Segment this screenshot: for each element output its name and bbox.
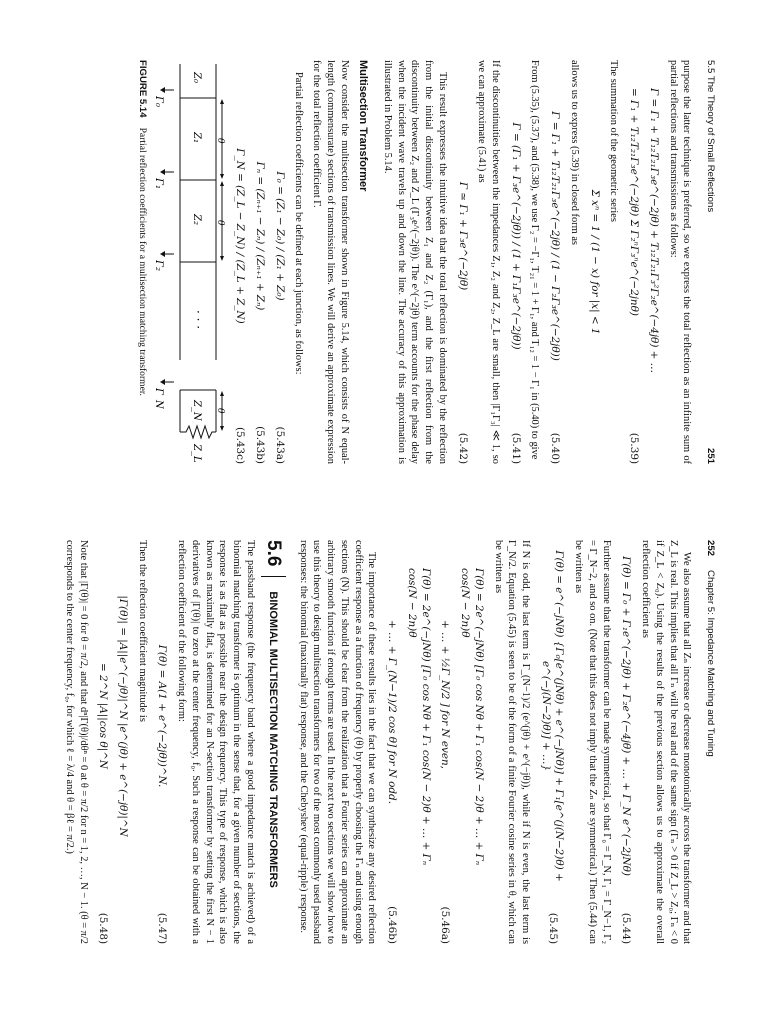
label-z0: Z₀ bbox=[191, 72, 203, 83]
caption-text: Partial reflection coefficients for a multisection matching transformer. bbox=[136, 127, 148, 396]
equation-number: (5.42) bbox=[456, 432, 469, 464]
right-page-number: 252 bbox=[705, 540, 716, 557]
equation-5-42: Γ ≃ Γ₁ + Γ₃e^(−2jθ) (5.42) bbox=[456, 181, 469, 464]
equation-5-46a-line2: + … + ½Γ_N/2 ] for N even, (5.46a) bbox=[439, 620, 452, 944]
multisection-transformer-diagram bbox=[154, 60, 226, 464]
right-page bbox=[58, 540, 716, 944]
equation-number: (5.39) bbox=[628, 432, 641, 464]
equation-5-40: Γ = Γ₁ + T₁₂T₂₁Γ₃e^(−2jθ) / (1 − Γ₂Γ₃e^(−2jθ)) (5.40) bbox=[549, 111, 562, 464]
equation-5-48-line1: |Γ(θ)| = |A||e^(−jθ)|^N |e^(jθ) + e^(−jθ)|^N bbox=[117, 595, 130, 837]
theta-label: θ bbox=[215, 220, 226, 226]
equation-number: (5.43a) bbox=[273, 426, 286, 464]
equation-5-41: Γ = (Γ₁ + Γ₃e^(−2jθ)) / (1 + Γ₁Γ₃e^(−2jθ)) (5.41) bbox=[509, 122, 522, 464]
paragraph: The passband response (the frequency band where a good impedance match is achieved) of a binomial matching transformer is optimum in the sense that, for a given number of sections, the response is as flat as possible near the design frequency. This type of response, which is also known as maximally flat, is determined for an N-section transformer by setting the first N − 1 derivatives of |Γ(θ)| to zero at the center frequency, f₀. Such a response can be obtained with a reflection coefficient of the following form: bbox=[176, 540, 256, 944]
equation-number: (5.43b) bbox=[253, 426, 266, 464]
paragraph: We also assume that all Zₙ increase or decrease monotonically across the transformer and that Z_L is real. This implies that all Γₙ will be real and of the same sign (Γₙ > 0 if Z_L > Z₀; Γₙ < 0 if Z_L < Z₀). Using the results of the previous section allows us to approximate the overall reflection coefficient as bbox=[640, 540, 693, 944]
paragraph: The importance of these results lies in the fact that we can synthesize any desired reflection coefficient response as a function of frequency (θ) by properly choosing the Γₙ and using enough sections (N). This should be clear from the realization that a Fourier series can approximate an arbitrary smooth function if enough terms are used. In the next two sections we will show how to use this theory to design multisection transformers for two of the most commonly used passband responses: the binomial (maximally flat) response, and the Chebyshev (equal-ripple) response. bbox=[297, 540, 378, 944]
left-page-number: 251 bbox=[705, 447, 716, 464]
equation-5-48-line2: = 2^N |A||cos θ|^N (5.48) bbox=[97, 663, 110, 944]
equation-number: (5.47) bbox=[156, 912, 169, 944]
label-gamma2: Γ₂ bbox=[154, 260, 165, 271]
equation-number: (5.43c) bbox=[234, 426, 247, 464]
equation: Σ xⁿ = 1 / (1 − x) for |x| < 1 bbox=[588, 189, 601, 335]
equation-5-46b-line1: Γ(θ) = 2e^(−jNθ) [Γ₀ cos Nθ + Γ₁ cos(N − 2)θ + … + Γₙ cos(N − 2n)θ bbox=[405, 568, 432, 866]
equation-number: (5.40) bbox=[549, 432, 562, 464]
paragraph: purpose the latter technique is preferred, so we express the total reflection as an infinite sum of partial reflections and transmissions as follows: bbox=[667, 60, 693, 464]
equation-5-47: Γ(θ) = A(1 + e^(−2jθ))^N. (5.47) bbox=[156, 644, 169, 944]
paragraph: Partial reflection coefficients can be defined at each junction, as follows: bbox=[293, 72, 305, 375]
equation-number: (5.46a) bbox=[439, 906, 452, 944]
equation-5-43b: Γₙ = (Zₙ₊₁ − Zₙ) / (Zₙ₊₁ + Zₙ) (5.43b) bbox=[253, 161, 266, 464]
label-gamma0: Γ₀ bbox=[154, 96, 165, 107]
equation-5-46a-line1: Γ(θ) = 2e^(−jNθ) [Γ₀ cos Nθ + Γ₁ cos(N − 2)θ + … + Γₙ cos(N − 2n)θ bbox=[459, 568, 485, 866]
equation-5-44: Γ(θ) = Γ₀ + Γ₁e^(−2jθ) + Γ₂e^(−4jθ) + … + Γ_N e^(−2jNθ) (5.44) bbox=[620, 556, 633, 944]
equation-number: (5.48) bbox=[97, 912, 110, 944]
equation-number: (5.45) bbox=[546, 912, 559, 944]
left-page bbox=[135, 60, 716, 464]
equation-5-45: Γ(θ) = e^(−jNθ) {Γ₀[e^(jNθ) + e^(−jNθ)] + Γ₁[e^(j(N−2)θ) + e^(−j(N−2)θ)] + …} (5.45) bbox=[539, 550, 566, 944]
equation-number: (5.41) bbox=[509, 432, 522, 464]
equation-5-43a: Γ₀ = (Z₁ − Z₀) / (Z₁ + Z₀) (5.43a) bbox=[273, 171, 286, 464]
label-zl: Z_L bbox=[191, 444, 203, 463]
equation-5-46b-line2: + … + Γ_(N−1)/2 cos θ] for N odd. (5.46b) bbox=[386, 620, 399, 944]
theta-label: θ bbox=[215, 138, 226, 144]
paragraph: Now consider the multisection transformer shown in Figure 5.14, which consists of N equal-length (commensurate) sections of transmission lines. We will derive an approximate expression for the total reflection coefficient Γ. bbox=[311, 60, 350, 464]
paragraph: From (5.35), (5.37), and (5.38), we use Γ₂ = −Γ₁, T₂₁ = 1 + Γ₁, and T₁₂ = 1 − Γ₁ in (5.40) to give bbox=[529, 60, 541, 460]
equation-5-39: = Γ₁ + T₁₂T₂₁Γ₃e^(−2jθ) Σ Γ₂ⁿΓ₃ⁿe^(−2jnθ) (5.39) bbox=[628, 88, 641, 464]
figure-caption bbox=[135, 60, 148, 464]
paragraph: Then the reflection coefficient magnitude is bbox=[136, 540, 148, 722]
paragraph: Further assume that the transformer can be made symmetrical, so that Γ₀ = Γ_N, Γ₁ = Γ_N−1, Γ₂ = Γ_N−2, and so on. (Note that this does not imply that the Zₙ are symmetrical.) Then (5.44) can be written as bbox=[573, 540, 612, 944]
label-z1: Z₁ bbox=[191, 132, 203, 143]
equation-number: (5.44) bbox=[620, 912, 633, 944]
right-running-header bbox=[703, 540, 716, 944]
ellipsis: · · · bbox=[191, 310, 206, 330]
label-z2: Z₂ bbox=[191, 214, 203, 225]
paragraph: allows us to express (5.39) in closed form as bbox=[568, 60, 580, 245]
label-zn: Z_N bbox=[191, 400, 203, 421]
left-running-header bbox=[703, 60, 716, 464]
paragraph: This result expresses the intuitive idea that the total reflection is dominated by the reflection from the initial discontinuity between Z₁ and Z₂ (Γ₁), and the first reflection from the discontinuity between Z₂ and Z_L (Γ₃e^(−2jθ)). The e^(−2jθ) term accounts for the phase delay when the incident wave travels up and down the line. The accuracy of this approximation is illustrated in Problem 5.14. bbox=[381, 60, 448, 464]
theta-label: θ bbox=[215, 408, 226, 414]
paragraph: If the discontinuities between the impedances Z₁, Z₂ and Z₂, Z_L are small, then |Γ₁Γ₃| ≪ 1, so we can approximate (5.41) as bbox=[476, 60, 501, 464]
figure-5-14 bbox=[135, 60, 226, 464]
paragraph: The summation of the geometric series bbox=[608, 60, 620, 222]
paragraph: Note that |Γ(θ)| = 0 for θ = π/2, and that dⁿ|Γ(θ)|/dθⁿ = 0 at θ = π/2 for n = 1, 2, …, N − 1. (θ = π/2 corresponds to the center frequency, f₀, for which ℓ = λ/4 and θ = βℓ = π/2.) bbox=[63, 540, 89, 944]
equation-5-43c: Γ_N = (Z_L − Z_N) / (Z_L + Z_N) (5.43c) bbox=[234, 148, 247, 464]
left-header-title: 5.5 The Theory of Small Reflections bbox=[705, 60, 716, 213]
equation-number: (5.46b) bbox=[386, 906, 399, 944]
paragraph: If N is odd, the last term is Γ_(N−1)/2 (e^(jθ) + e^(−jθ)), while if N is even, the last term is Γ_N/2. Equation (5.45) is seen to be of the form of a finite Fourier cosine series in θ, which can be written as bbox=[492, 540, 531, 944]
section-heading bbox=[261, 540, 286, 944]
label-gamman: Γ_N bbox=[154, 388, 165, 409]
equation: Γ = Γ₁ + T₁₂T₂₁Γ₃e^(−2jθ) + T₁₂T₂₁Γ₃²Γ₂e^(−4jθ) + … bbox=[647, 88, 660, 374]
section-number: 5.6 bbox=[261, 540, 286, 577]
figure-label: FIGURE 5.14 bbox=[136, 60, 148, 118]
label-gamma1: Γ₁ bbox=[154, 178, 165, 189]
right-header-title: Chapter 5: Impedance Matching and Tuning bbox=[705, 570, 716, 757]
section-title: BINOMIAL MULTISECTION MATCHING TRANSFORMERS bbox=[266, 591, 279, 888]
subsection-heading: Multisection Transformer bbox=[357, 60, 370, 192]
